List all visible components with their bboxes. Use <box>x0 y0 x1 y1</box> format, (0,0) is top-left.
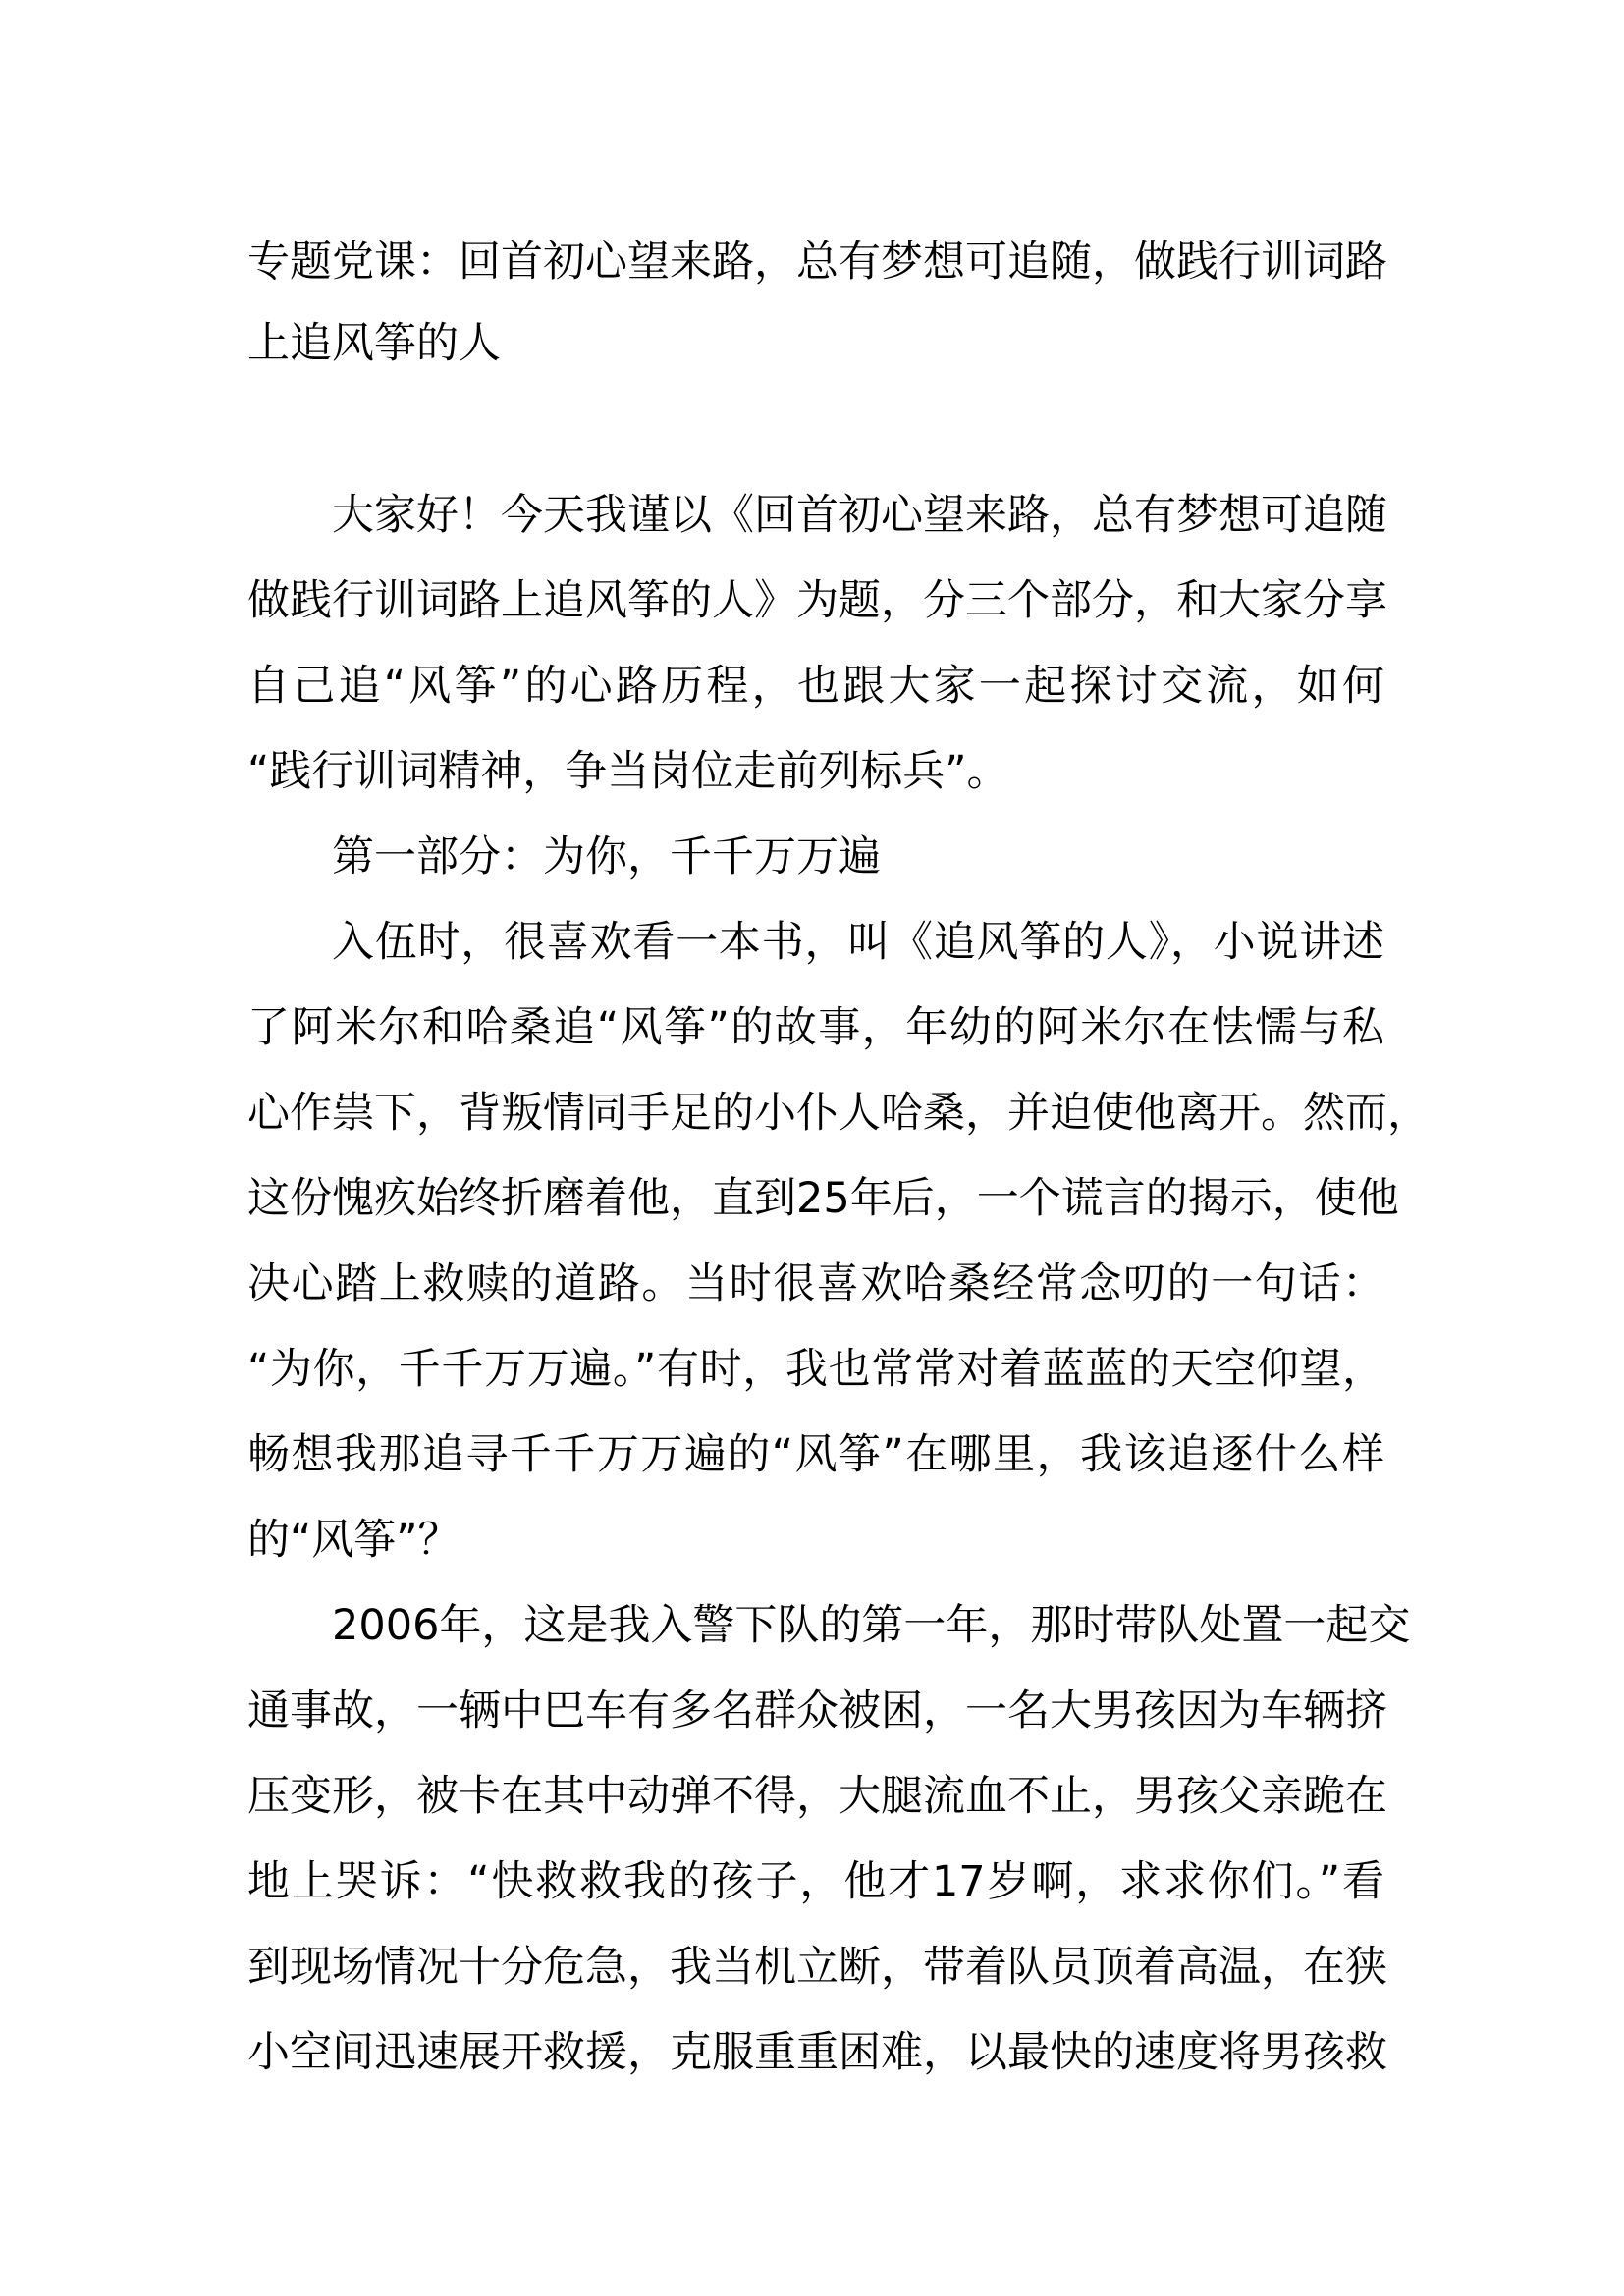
paragraph-line: 到现场情况十分危急，我当机立断，带着队员顶着高温，在狭 <box>247 1943 1387 1992</box>
paragraph-line: 大家好！今天我谨以《回首初心望来路，总有梦想可追随 <box>332 491 1387 540</box>
paragraph-line: 2006年，这是我入警下队的第一年，那时带队处置一起交 <box>332 1601 1411 1650</box>
paragraph-line: 决心踏上救赎的道路。当时很喜欢哈桑经常念叨的一句话： <box>247 1259 1384 1308</box>
paragraph-line: 入伍时，很喜欢看一本书，叫《追风筝的人》，小说讲述 <box>332 918 1384 967</box>
paragraph-line: 通事故，一辆中巴车有多名群众被困，一名大男孩因为车辆挤 <box>247 1686 1387 1735</box>
paragraph-line: 地上哭诉：“快救救我的孩子，他才17岁啊，求求你们。”看 <box>247 1857 1384 1906</box>
document-title-line: 专题党课：回首初心望来路，总有梦想可追随，做践行训词路 <box>247 238 1387 287</box>
section-heading: 第一部分：为你，千千万万遍 <box>332 832 881 881</box>
paragraph-line: 了阿米尔和哈桑追“风筝”的故事，年幼的阿米尔在怯懦与私 <box>247 1003 1384 1052</box>
paragraph-line: 的“风筝”？ <box>247 1516 460 1565</box>
paragraph-line: 自己追“风筝”的心路历程，也跟大家一起探讨交流，如何 <box>247 662 1384 711</box>
paragraph-line: 这份愧疚始终折磨着他，直到25年后，一个谎言的揭示，使他 <box>247 1174 1399 1223</box>
paragraph-line: 做践行训词路上追风筝的人》为题，分三个部分，和大家分享 <box>247 576 1387 625</box>
paragraph-line: “践行训词精神，争当岗位走前列标兵”。 <box>247 747 1009 796</box>
paragraph-line: 小空间迅速展开救援，克服重重困难，以最快的速度将男孩救 <box>247 2028 1387 2077</box>
paragraph-line: 畅想我那追寻千千万万遍的“风筝”在哪里，我该追逐什么样 <box>247 1430 1384 1479</box>
paragraph-line: “为你，千千万万遍。”有时，我也常常对着蓝蓝的天空仰望， <box>247 1345 1384 1394</box>
paragraph-line: 压变形，被卡在其中动弹不得，大腿流血不止，男孩父亲跪在 <box>247 1772 1387 1821</box>
paragraph-line: 心作祟下，背叛情同手足的小仆人哈桑，并迫使他离开。然而， <box>247 1089 1430 1138</box>
document-title-line: 上追风筝的人 <box>247 319 501 368</box>
